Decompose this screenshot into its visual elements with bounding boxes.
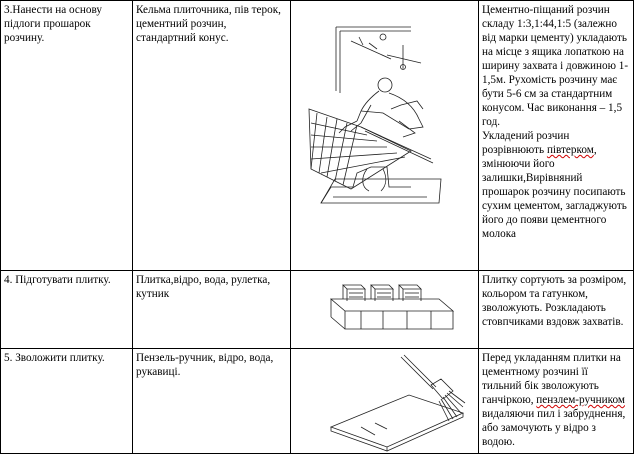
operation-cell: 3.Нанести на основу підлоги прошарок розчину. — [1, 1, 133, 271]
instructions-text-2: Укладений розчин розрівнюють — [482, 130, 570, 156]
illustration-brush-tile — [291, 349, 478, 453]
tools-cell: Пензель-ручник, відро, вода, рукавиці. — [133, 349, 291, 454]
operation-cell: 4. Підготувати плитку. — [1, 271, 133, 349]
instructions-flagged-word: півтерком — [546, 144, 594, 156]
instructions-text-2: видаляючи пил і забруднення, або замочують у відро з водою. — [482, 408, 626, 448]
operation-cell: 5. Зволожити плитку. — [1, 349, 133, 454]
table-row — [1, 349, 634, 454]
illustration-cell — [291, 1, 479, 271]
instructions-text-3: , змінюючи його залишки,Вирівняний прошарок розчину посипають сухим цементом, загладжують його до появи цементного молока — [482, 144, 627, 240]
illustration-cell — [291, 349, 479, 454]
instructions-text: Перед укладанням плитки на цементному розчині її тильний бік зволожують ганчіркою, — [482, 352, 621, 406]
table-row — [1, 271, 634, 349]
illustration-mortar-layer — [291, 1, 478, 270]
instructions-cell — [479, 349, 634, 454]
illustration-cell — [291, 271, 479, 349]
instructions-cell: Плитку сортують за розміром, кольором та гатунком, зволожують. Розкладають стовпчиками вздовж захватів. — [479, 271, 634, 349]
instructions-flagged-word: пензлем-ручником — [536, 394, 625, 406]
tools-cell: Кельма плиточника, пів терок, цементний розчин, стандартний конус. — [133, 1, 291, 271]
table-row — [1, 1, 634, 271]
tools-cell: Плитка,відро, вода, рулетка, кутник — [133, 271, 291, 349]
illustration-tile-stacks — [291, 271, 478, 348]
instructions-text: Цементно-піщаний розчин складу 1:3,1:44,1:5 (залежно від марки цементу) укладають на місце з ящика лопаткою на ширину захвата і довжиною 1-1,5м. Рухомість розчину має бути 5-6 см за стандартним конусом. Час виконання – 1,5 год. — [482, 4, 629, 128]
instructions-cell — [479, 1, 634, 271]
